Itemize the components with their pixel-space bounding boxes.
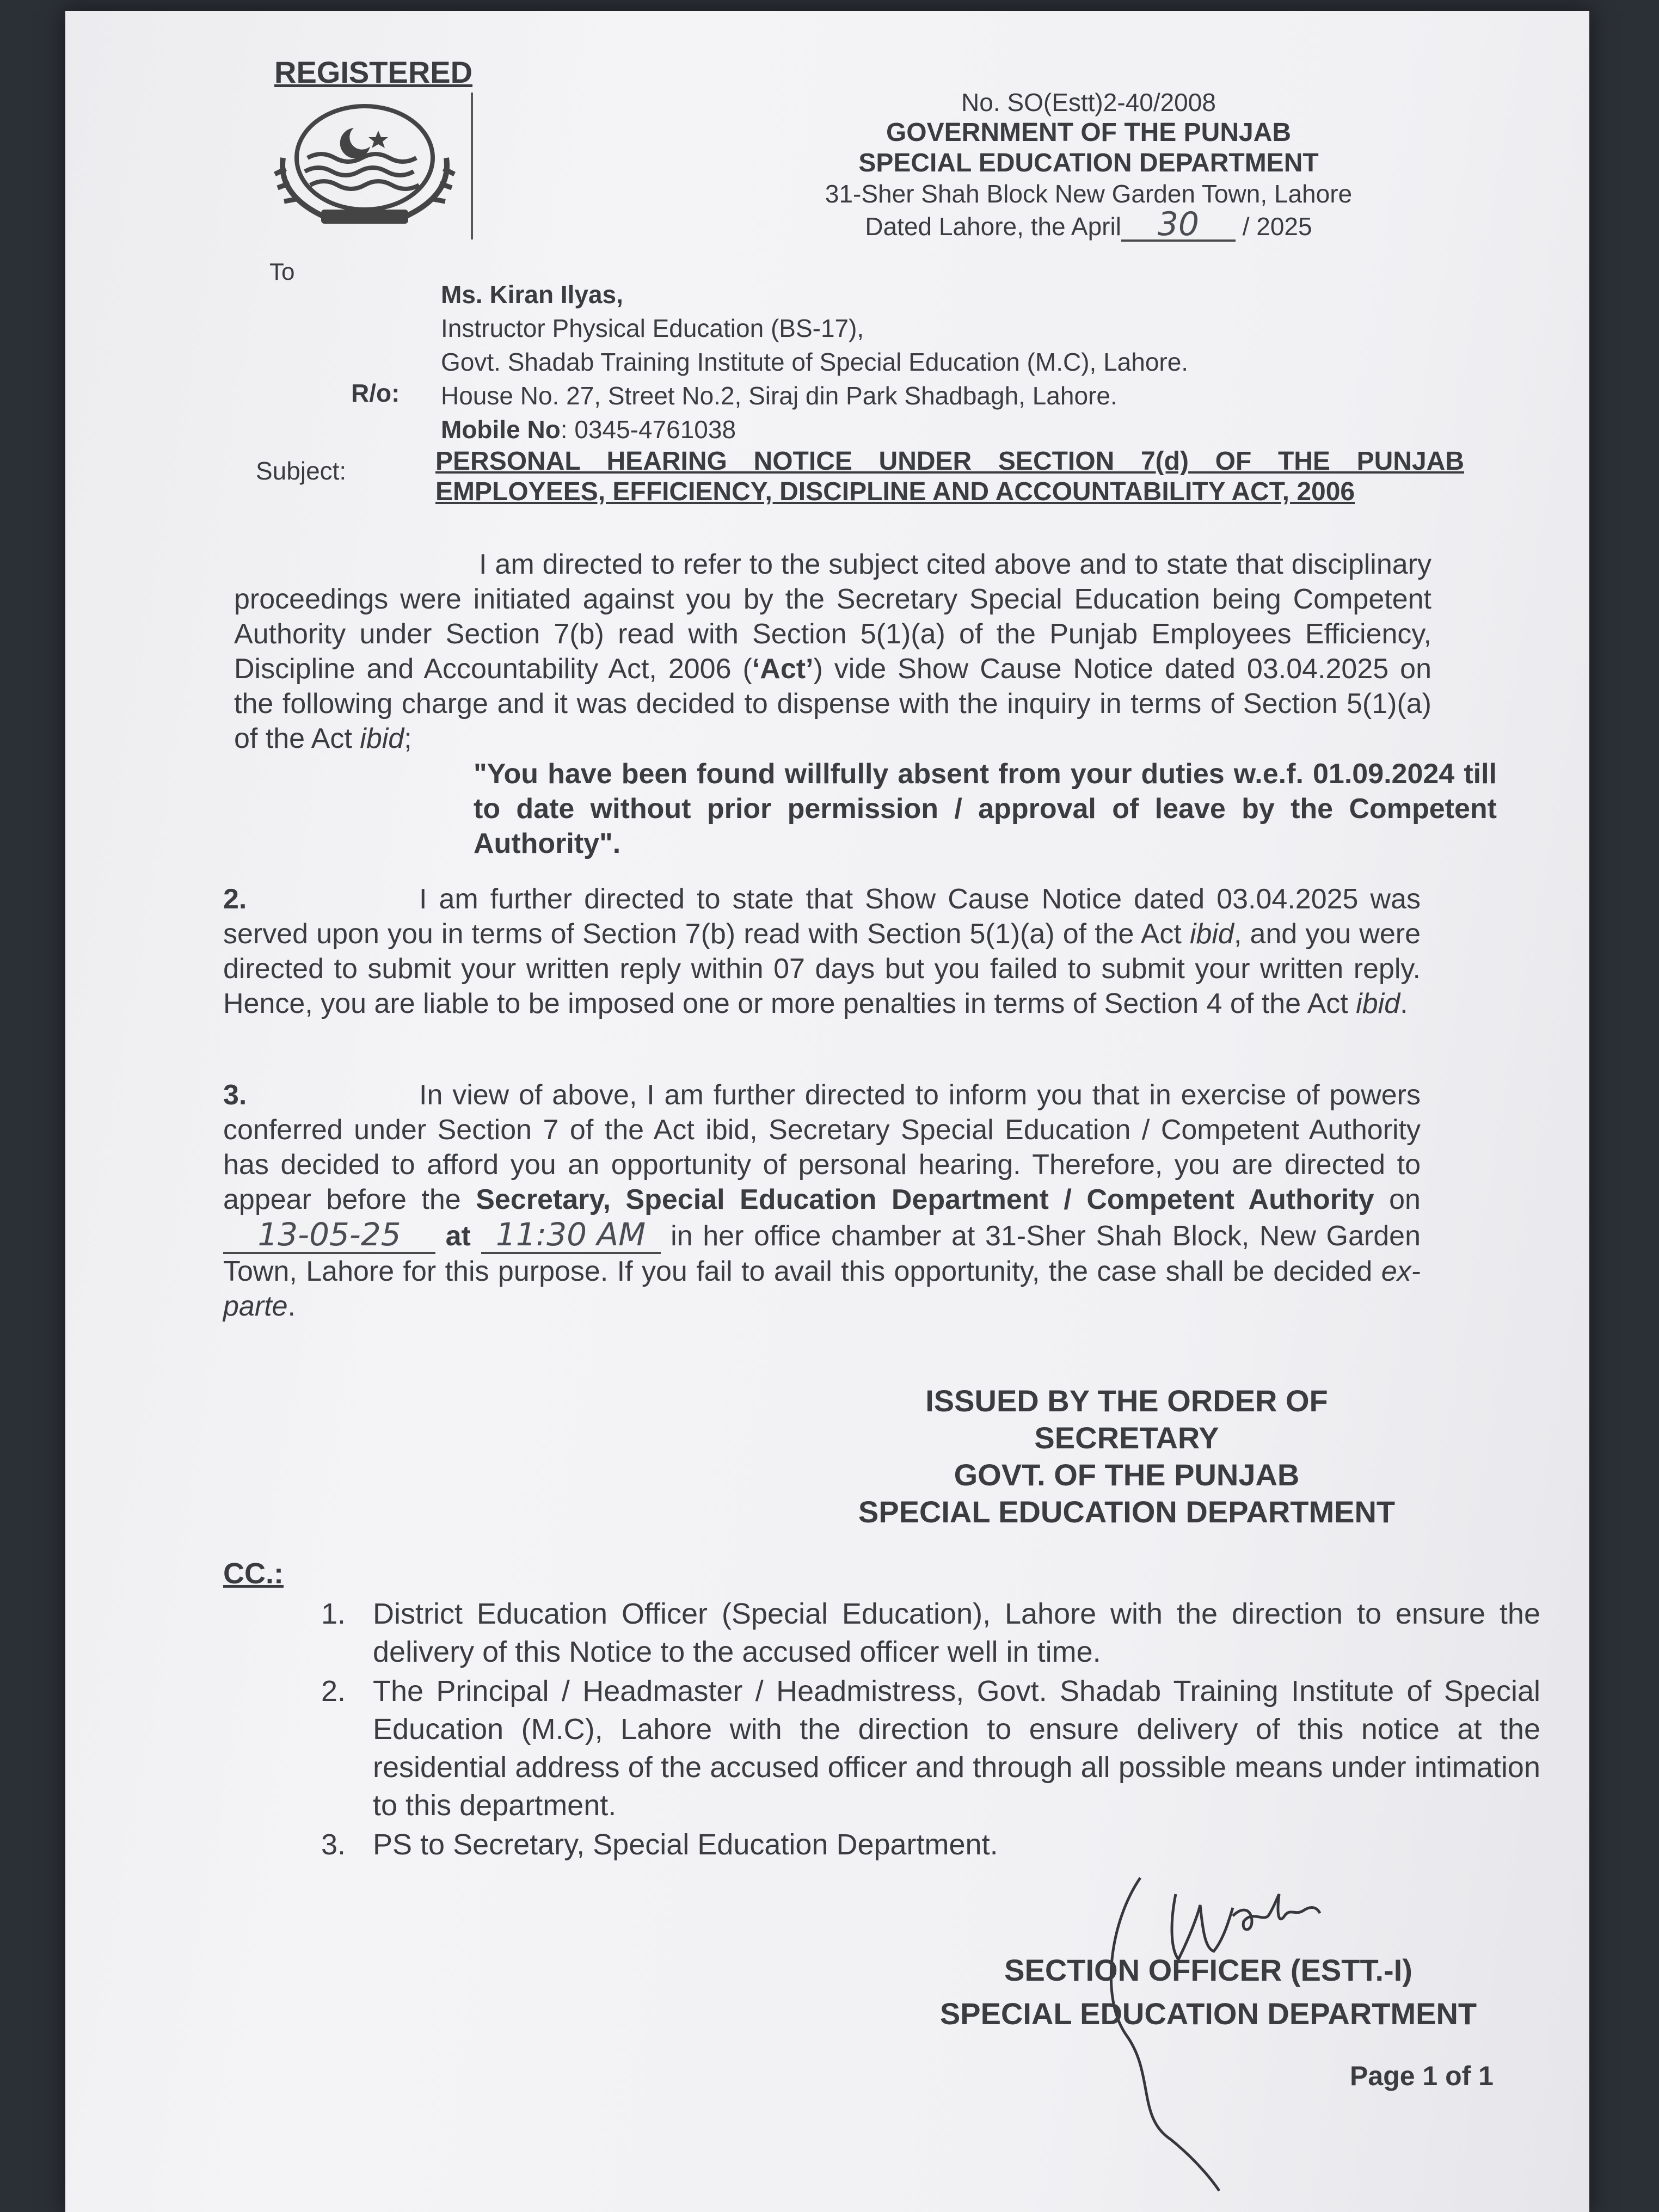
residence-label: R/o: <box>351 379 400 407</box>
reference-number: No. SO(Estt)2-40/2008 <box>961 88 1216 116</box>
department-address: 31-Sher Shah Block New Garden Town, Lahore <box>825 180 1353 208</box>
cc-list <box>321 1595 1540 1865</box>
issued-by-block: ISSUED BY THE ORDER OF SECRETARY GOVT. OF THE PUNJAB SPECIAL EDUCATION DEPARTMENT <box>858 1384 1396 1529</box>
cc-label: CC.: <box>223 1557 284 1590</box>
letterhead <box>653 87 1524 242</box>
cc-item: 3. PS to Secretary, Special Education Department. <box>321 1828 998 1861</box>
cc-item: 2. The Principal / Headmaster / Headmistress, Govt. Shadab Training Institute of Special Education (M.C), Lahore with the direction to ensure delivery of this notice at the residential address of the accused officer and through all possible means under intimation to this department. <box>321 1675 1540 1822</box>
subject-text: PERSONAL HEARING NOTICE UNDER SECTION 7(d) OF THE PUNJAB EMPLOYEES, EFFICIENCY, DISCIPLINE AND ACCOUNTABILITY ACT, 2006 <box>435 447 1464 506</box>
signatory-block <box>855 1949 1562 2036</box>
cc-item: 1. District Education Officer (Special Education), Lahore with the direction to ensure the delivery of this Notice to the accused officer well in time. <box>321 1597 1540 1668</box>
signatory-title: SECTION OFFICER (ESTT.-I) <box>1004 1953 1412 1987</box>
letter-date: Dated Lahore, the April 30 / 2025 <box>865 205 1312 243</box>
header-divider <box>471 93 473 239</box>
addressee-name: Ms. Kiran Ilyas, <box>441 280 623 309</box>
signatory-department: SPECIAL EDUCATION DEPARTMENT <box>939 1996 1477 2031</box>
punjab-government-emblem-icon <box>261 98 468 234</box>
handwritten-hearing-time: 11:30 AM <box>481 1217 661 1254</box>
handwritten-hearing-date: 13-05-25 <box>223 1217 435 1254</box>
registered-stamp: REGISTERED <box>274 55 473 89</box>
paragraph-1: I am directed to refer to the subject cited above and to state that disciplinary proceedings were initiated against you by the Secretary Special Education being Competent Authority under Section 7(b) read with Section 5(1)(a) of the Punjab Employees Efficiency, Discipline and Accountability Act, 2006 (‘Act’) vide Show Cause Notice dated 03.04.2025 on the following charge and it was decided to dispense with the inquiry in terms of Section 5(1)(a) of the Act ibid; <box>234 549 1431 754</box>
handwritten-date-day: 30 <box>1121 209 1236 242</box>
government-name: GOVERNMENT OF THE PUNJAB <box>886 118 1292 147</box>
department-name: SPECIAL EDUCATION DEPARTMENT <box>858 149 1319 177</box>
charge-statement: "You have been found willfully absent from your duties w.e.f. 01.09.2024 till to date without prior permission / approval of leave by the Competent Authority". <box>474 758 1497 859</box>
addressee-designation: Instructor Physical Education (BS-17), <box>441 314 864 342</box>
addressee-residence: House No. 27, Street No.2, Siraj din Park Shadbagh, Lahore. <box>441 382 1117 410</box>
page-number: Page 1 of 1 <box>1350 2061 1494 2091</box>
addressee-institute: Govt. Shadab Training Institute of Special Education (M.C), Lahore. <box>441 348 1189 376</box>
paragraph-number: 3. <box>223 1079 247 1111</box>
subject-label: Subject: <box>256 457 347 485</box>
paragraph-3: 3. In view of above, I am further directed to inform you that in exercise of powers conferred under Section 7 of the Act ibid, Secretary Special Education / Competent Authority has decided to afford you an opportunity of personal hearing. Therefore, you are directed to appear before the Secretary, Special Education Department / Competent Authority on 13-05-25 at 11:30 AM in her office chamber at 31-Sher Shah Block, New Garden Town, Lahore for this purpose. If you fail to avail this opportunity, the case shall be decided ex-parte. <box>223 1078 1421 1324</box>
to-label: To <box>269 259 295 285</box>
letter-page <box>65 11 1589 2212</box>
addressee-block <box>441 278 1188 446</box>
paragraph-number: 2. <box>223 883 247 915</box>
addressee-mobile: Mobile No: 0345-4761038 <box>441 415 736 444</box>
paragraph-2: 2. I am further directed to state that Show Cause Notice dated 03.04.2025 was served upon you in terms of Section 7(b) read with Section 5(1)(a) of the Act ibid, and you were directed to submit your written reply within 07 days but you failed to submit your written reply. Hence, you are liable to be imposed one or more penalties in terms of Section 4 of the Act ibid. <box>223 882 1421 1021</box>
